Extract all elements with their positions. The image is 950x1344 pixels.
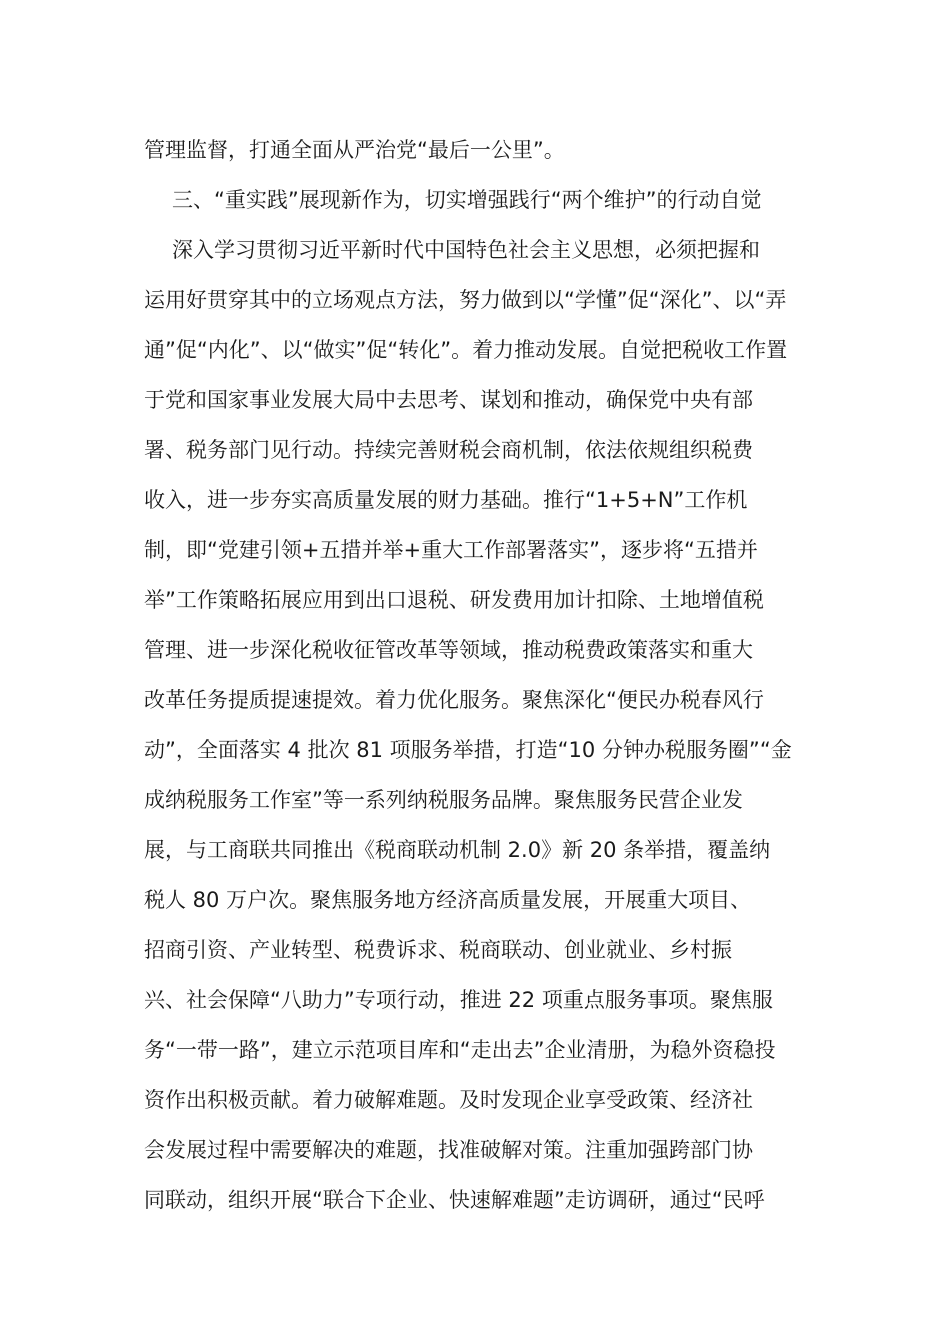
text-line: 收入，进一步夯实高质量发展的财力基础。推行“1+5+N”工作机 <box>144 488 748 512</box>
text-line: 深入学习贯彻习近平新时代中国特色社会主义思想，必须把握和 <box>172 238 760 262</box>
text-line: 税人 80 万户次。聚焦服务地方经济高质量发展，开展重大项目、 <box>144 888 752 912</box>
text-line: 同联动，组织开展“联合下企业、快速解难题”走访调研，通过“民呼 <box>144 1188 765 1212</box>
text-line: 署、税务部门见行动。持续完善财税会商机制，依法依规组织税费 <box>144 438 753 462</box>
text-line: 会发展过程中需要解决的难题，找准破解对策。注重加强跨部门协 <box>144 1138 753 1162</box>
text-line: 管理监督，打通全面从严治党“最后一公里”。 <box>144 138 565 162</box>
text-line: 成纳税服务工作室”等一系列纳税服务品牌。聚焦服务民营企业发 <box>144 788 743 812</box>
text-line: 展，与工商联共同推出《税商联动机制 2.0》新 20 条举措，覆盖纳 <box>144 838 771 862</box>
section-heading: 三、“重实践”展现新作为，切实增强践行“两个维护”的行动自觉 <box>172 188 762 212</box>
text-line: 改革任务提质提速提效。着力优化服务。聚焦深化“便民办税春风行 <box>144 688 764 712</box>
text-line: 务“一带一路”，建立示范项目库和“走出去”企业清册，为稳外资稳投 <box>144 1038 776 1062</box>
text-line: 招商引资、产业转型、税费诉求、税商联动、创业就业、乡村振 <box>144 938 732 962</box>
text-line: 资作出积极贡献。着力破解难题。及时发现企业享受政策、经济社 <box>144 1088 753 1112</box>
text-line: 制，即“党建引领+五措并举+重大工作部署落实”，逐步将“五措并 <box>144 538 758 562</box>
text-line: 于党和国家事业发展大局中去思考、谋划和推动，确保党中央有部 <box>144 388 753 412</box>
text-line: 管理、进一步深化税收征管改革等领域，推动税费政策落实和重大 <box>144 638 753 662</box>
text-line: 运用好贯穿其中的立场观点方法，努力做到以“学懂”促“深化”、以“弄 <box>144 288 787 312</box>
text-line: 举”工作策略拓展应用到出口退税、研发费用加计扣除、土地增值税 <box>144 588 764 612</box>
text-line: 通”促“内化”、以“做实”促“转化”。着力推动发展。自觉把税收工作置 <box>144 338 788 362</box>
text-line: 动”，全面落实 4 批次 81 项服务举措，打造“10 分钟办税服务圈”“金 <box>144 738 792 762</box>
text-line: 兴、社会保障“八助力”专项行动，推进 22 项重点服务事项。聚焦服 <box>144 988 773 1012</box>
